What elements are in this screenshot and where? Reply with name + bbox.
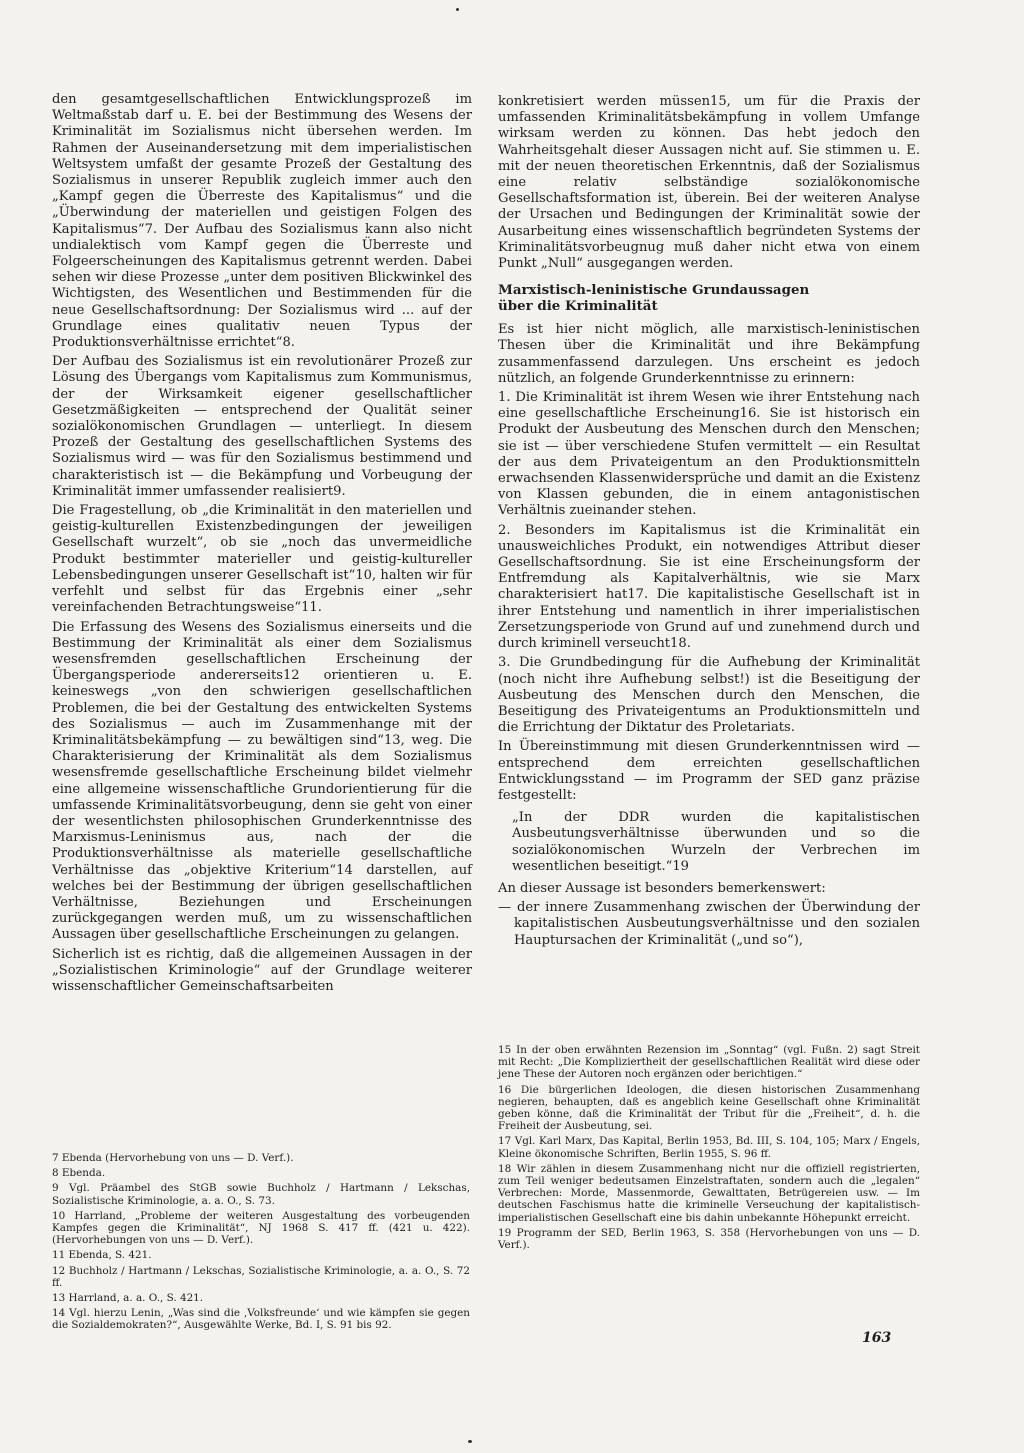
left-text-column xyxy=(52,92,472,998)
scan-speck xyxy=(468,1440,472,1443)
section-heading-line-1: Marxistisch-leninistische Grundaussagen xyxy=(498,282,810,299)
scan-speck xyxy=(456,8,459,11)
footnote: 14 Vgl. hierzu Lenin, „Was sind die ‚Volksfreunde‘ und wie kämpfen sie gegen die Sozialdemokraten?“, Ausgewählte Werke, Bd. I, S. 91 bis 92. xyxy=(52,1307,470,1332)
paragraph: den gesamtgesellschaftlichen Entwicklungsprozeß im Weltmaßstab darf u. E. bei der Bestimmung des Wesens der Kriminalität im Sozialismus nicht übersehen werden. Im Rahmen der Auseinandersetzung mit dem imperialistischen Weltsystem umfaßt der gesamte Prozeß der Gestaltung des Sozialismus in unserer Republik zugleich immer auch den „Kampf gegen die Überreste des Kapitalismus“ und die „Überwindung der materiellen und geistigen Folgen des Kapitalismus“7. Der Aufbau des Sozialismus kann also nicht undialektisch vom Kampf gegen die Überreste und Folgeerscheinungen des Kapitalismus getrennt werden. Dabei sehen wir diese Prozesse „unter dem positiven Blickwinkel des Wichtigsten, des Wesentlichen und Bestimmenden für die neue Gesellschaftsordnung: Der Sozialismus wird ... auf der Grundlage eines qualitativ neuen Typus der Produktionsverhältnisse errichtet“8. xyxy=(52,92,472,351)
numbered-paragraph: 3. Die Grundbedingung für die Aufhebung der Kriminalität (noch nicht ihre Aufhebung selbst!) ist die Beseitigung der Ausbeutung des Menschen durch den Menschen, die Beseitigung des Privateigentums an Produktionsmitteln und die Errichtung der Diktatur des Proletariats. xyxy=(498,655,920,736)
footnote: 12 Buchholz / Hartmann / Lekschas, Sozialistische Kriminologie, a. a. O., S. 72 ff. xyxy=(52,1264,470,1289)
paragraph: Der Aufbau des Sozialismus ist ein revolutionärer Prozeß zur Lösung des Übergangs vom Kapitalismus zum Kommunismus, der der Wirksamkeit eigener gesellschaftlicher Gesetzmäßigkeiten — entsprechend der Qualität seiner sozialökonomischen Grundlagen — unterliegt. In diesem Prozeß der Gestaltung des gesellschaftlichen Systems des Sozialismus wird — was für den Sozialismus bestimmend und charakteristisch ist — die Bekämpfung und Vorbeugung der Kriminalität immer umfassender realisiert9. xyxy=(52,354,472,499)
section-heading xyxy=(498,282,920,314)
footnote: 13 Harrland, a. a. O., S. 421. xyxy=(52,1292,204,1305)
footnote: 15 In der oben erwähnten Rezension im „Sonntag“ (vgl. Fußn. 2) sagt Streit mit Recht: „Die Kompliziertheit der gesellschaftlichen Realität wird diese oder jene These der Autoren noch ergänzen oder berichtigen.“ xyxy=(498,1044,920,1081)
footnote: 8 Ebenda. xyxy=(52,1167,106,1180)
footnote: 7 Ebenda (Hervorhebung von uns — D. Verf.). xyxy=(52,1152,294,1164)
paragraph: konkretisiert werden müssen15, um für die Praxis der umfassenden Kriminalitätsbekämpfung in vollem Umfange wirksam werden zu können. Das hebt jedoch den Wahrheitsgehalt dieser Aussagen nicht auf. Sie stimmen u. E. mit der neuen theoretischen Erkenntnis, daß der Sozialismus eine relativ selbständige sozialökonomische Gesellschaftsformation ist, überein. Bei der weiteren Analyse der Ursachen und Bedingungen der Kriminalität sowie der Ausarbeitung eines wissenschaftlich begründeten Systems der Kriminalitätsvorbeugnug muß daher nicht etwa von einem Punkt „Null“ ausgegangen werden. xyxy=(498,94,920,272)
footnote: 10 Harrland, „Probleme der weiteren Ausgestaltung des vorbeugenden Kampfes gegen die Kriminalität“, NJ 1968 S. 417 ff. (421 u. 422). (Hervorhebungen von uns — D. Verf.). xyxy=(52,1209,470,1247)
paragraph: Es ist hier nicht möglich, alle marxistisch-leninistischen Thesen über die Kriminalität und ihre Bekämpfung zusammenfassend darzulegen. Uns erscheint es jedoch nützlich, an folgende Grunderkenntnisse zu erinnern: xyxy=(498,322,920,386)
footnote: 18 Wir zählen in diesem Zusammenhang nicht nur die offiziell registrierten, zum Teil weniger bedeutsamen Einzelstraftaten, sondern auch die „legalen“ Verbrechen: Morde, Massenmorde, Gewalttaten, Betrügereien usw. — Im deutschen Faschismus hatte die kriminelle Verseuchung der kapitalistisch-imperialistischen Gesellschaft eine bis dahin unbekannte Höhepunkt erreicht. xyxy=(498,1162,920,1224)
footnote: 11 Ebenda, S. 421. xyxy=(52,1249,152,1262)
right-text-column xyxy=(498,94,920,952)
section-heading-line-2: über die Kriminalität xyxy=(498,298,658,315)
footnote: 19 Programm der SED, Berlin 1963, S. 358 (Hervorhebungen von uns — D. Verf.). xyxy=(498,1226,920,1252)
footnote: 9 Vgl. Präambel des StGB sowie Buchholz / Hartmann / Lekschas, Sozialistische Kriminologie, a. a. O., S. 73. xyxy=(52,1182,470,1207)
block-quote: „In der DDR wurden die kapitalistischen Ausbeutungsverhältnisse überwunden und so die sozialökonomischen Wurzeln der Verbrechen im wesentlichen beseitigt.“19 xyxy=(512,810,920,874)
right-footnotes xyxy=(498,1044,920,1254)
paragraph: Sicherlich ist es richtig, daß die allgemeinen Aussagen in der „Sozialistischen Kriminologie“ auf der Grundlage weiterer wissenschaftlicher Gemeinschaftsarbeiten xyxy=(52,946,472,994)
page-number: 163 xyxy=(862,1330,892,1346)
dash-list-item: — der innere Zusammenhang zwischen der Überwindung der kapitalistischen Ausbeutungsverhältnisse und den sozialen Hauptursachen der Kriminalität („und so“), xyxy=(498,900,920,948)
paragraph: Die Fragestellung, ob „die Kriminalität in den materiellen und geistig-kulturellen Existenzbedingungen der jeweiligen Gesellschaft wurzelt“, ob sie „noch das unvermeidliche Produkt bestimmter materieller und geistig-kultureller Lebensbedingungen unserer Gesellschaft ist“10, halten wir für verfehlt und selbst für das Ergebnis einer „sehr vereinfachenden Betrachtungsweise“11. xyxy=(52,503,472,616)
footnote: 16 Die bürgerlichen Ideologen, die diesen historischen Zusammenhang negieren, behaupten, daß es angeblich keine Gesellschaft ohne Kriminalität geben könne, daß die Kriminalität der Tribut für die „Freiheit“, d. h. die Freiheit der Ausbeutung, sei. xyxy=(498,1083,920,1133)
paragraph: An dieser Aussage ist besonders bemerkenswert: xyxy=(498,880,826,896)
numbered-paragraph: 2. Besonders im Kapitalismus ist die Kriminalität ein unausweichliches Produkt, ein notwendiges Attribut dieser Gesellschaftsordnung. Sie ist eine Erscheinungsform der Entfremdung als Kapitalverhältnis, wie sie Marx charakterisiert hat17. Die kapitalistische Gesellschaft ist in ihrer Entstehung und namentlich in ihrer imperialistischen Zersetzungsperiode von Grund auf und zunehmend durch und durch kriminell verseucht18. xyxy=(498,522,920,652)
left-footnotes xyxy=(52,1152,470,1335)
paragraph: Die Erfassung des Wesens des Sozialismus einerseits und die Bestimmung der Kriminalität als einer dem Sozialismus wesensfremden gesellschaftlichen Erscheinung der Übergangsperiode andererseits12 orientieren u. E. keineswegs „von den schwierigen gesellschaftlichen Problemen, die bei der Gestaltung des entwickelten Systems des Sozialismus — auch im Zusammenhange mit der Kriminalitätsbekämpfung — zu bewältigen sind“13, weg. Die Charakterisierung der Kriminalität als dem Sozialismus wesensfremde gesellschaftliche Erscheinung bildet vielmehr eine allgemeine wissenschaftliche Grundorientierung für die umfassende Kriminalitätsvorbeugung, denn sie geht von einer der wesentlichsten philosophischen Grunderkenntnisse des Marxismus-Leninismus aus, nach der die Produktionsverhältnisse als materielle gesellschaftliche Verhältnisse das „objektive Kriterium“14 darstellen, auf welches bei der Bestimmung der übrigen gesellschaftlichen Verhältnisse, Beziehungen und Erscheinungen zurückgegangen werden muß, um zu wissenschaftlichen Aussagen über gesellschaftliche Erscheinungen zu gelangen. xyxy=(52,619,472,943)
paragraph: In Übereinstimmung mit diesen Grunderkenntnissen wird — entsprechend dem erreichten gesellschaftlichen Entwicklungsstand — im Programm der SED ganz präzise festgestellt: xyxy=(498,739,920,803)
numbered-paragraph: 1. Die Kriminalität ist ihrem Wesen wie ihrer Entstehung nach eine gesellschaftliche Erscheinung16. Sie ist historisch ein Produkt der Ausbeutung des Menschen durch den Menschen; sie ist — über verschiedene Stufen vermittelt — ein Resultat der aus dem Privateigentum an den Produktionsmitteln erwachsenden Klassenwidersprüche und damit an die Existenz von Klassen gebunden, die in einem antagonistischen Verhältnis zueinander stehen. xyxy=(498,390,920,519)
footnote: 17 Vgl. Karl Marx, Das Kapital, Berlin 1953, Bd. III, S. 104, 105; Marx / Engels, Kleine ökonomische Schriften, Berlin 1955, S. 96 ff. xyxy=(498,1135,920,1160)
